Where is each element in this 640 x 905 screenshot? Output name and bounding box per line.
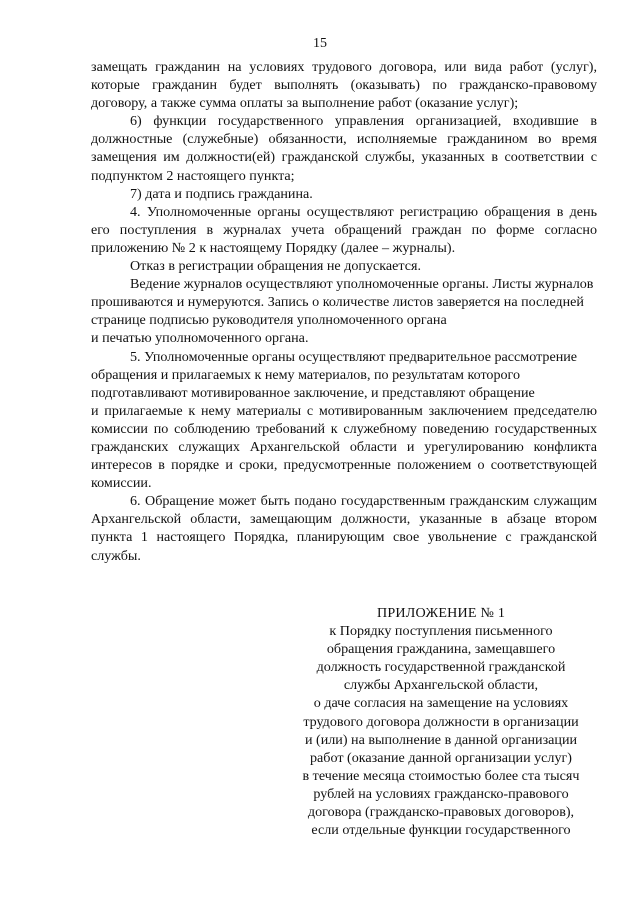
appendix-line: к Порядку поступления письменного	[329, 623, 553, 640]
paragraph-item-7: 7) дата и подпись гражданина.	[130, 185, 313, 202]
page-number: 15	[313, 36, 327, 51]
appendix-line: трудового договора должности в организации	[303, 713, 579, 730]
paragraph-item-6: 6) функции государственного управления организацией, входившие в должностные (служебные) обязанности, исполняемые гражданином во время замещения им должности(ей) гражданской службы, указанных в соответствии с подпунктом 2 настоящего пункта;	[91, 113, 597, 184]
paragraph-journals: Ведение журналов осуществляют уполномоченные органы. Листы журналов прошиваются и нумеруются. Запись о количестве листов заверяется на последней странице подписью руководителя уполномоченного органа	[91, 276, 594, 329]
appendix-line: и (или) на выполнение в данной организации	[304, 731, 578, 748]
paragraph-registration-refusal: Отказ в регистрации обращения не допускается.	[130, 258, 422, 275]
appendix-line: в течение месяца стоимостью более ста тысяч	[302, 767, 580, 784]
appendix-line: рублей на условиях гражданско-правового	[313, 785, 569, 802]
appendix-line: службы Архангельской области,	[343, 677, 539, 694]
body-text	[91, 58, 597, 565]
paragraph-clause-5-continuation: и прилагаемые к нему материалы с мотивированным заключением председателю комиссии по соблюдению требований к служебному поведению государственных гражданских служащих Архангельской области и урегулированию конфликта интересов в порядке и сроки, предусмотренные положением о соответствующей комиссии.	[91, 402, 597, 492]
paragraph-clause-5: 5. Уполномоченные органы осуществляют предварительное рассмотрение обращения и прилагаемых к нему материалов, по результатам которого подготавливают мотивированное заключение, и представляют обращение	[91, 348, 578, 401]
paragraph-clause-6: 6. Обращение может быть подано государственным гражданским служащим Архангельской области, замещающим должности, указанные в абзаце втором пункта 1 настоящего Порядка, планирующим свое увольнение с гражданской службы.	[91, 493, 597, 564]
appendix-line: о даче согласия на замещение на условиях	[313, 695, 569, 712]
appendix-line: работ (оказание данной организации услуг)	[309, 749, 572, 766]
appendix-line: договора (гражданско-правовых договоров),	[307, 804, 575, 821]
paragraph-journals-seal: и печатью уполномоченного органа.	[91, 330, 309, 347]
appendix-line: обращения гражданина, замещавшего	[326, 641, 556, 658]
appendix-line: должность государственной гражданской	[316, 659, 566, 676]
appendix-title: ПРИЛОЖЕНИЕ № 1	[376, 605, 506, 621]
appendix-header	[283, 604, 599, 839]
paragraph-continuation-item-5: замещать гражданин на условиях трудового договора, или вида работ (услуг), которые гражданин будет выполнять (оказывать) по гражданско-правовому договору, а также сумма оплаты за выполнение работ (оказание услуг);	[91, 59, 597, 112]
paragraph-clause-4: 4. Уполномоченные органы осуществляют регистрацию обращения в день его поступления в журналах учета обращений граждан по форме согласно приложению № 2 к настоящему Порядку (далее – журналы).	[91, 203, 597, 256]
appendix-line: если отдельные функции государственного	[311, 822, 571, 839]
